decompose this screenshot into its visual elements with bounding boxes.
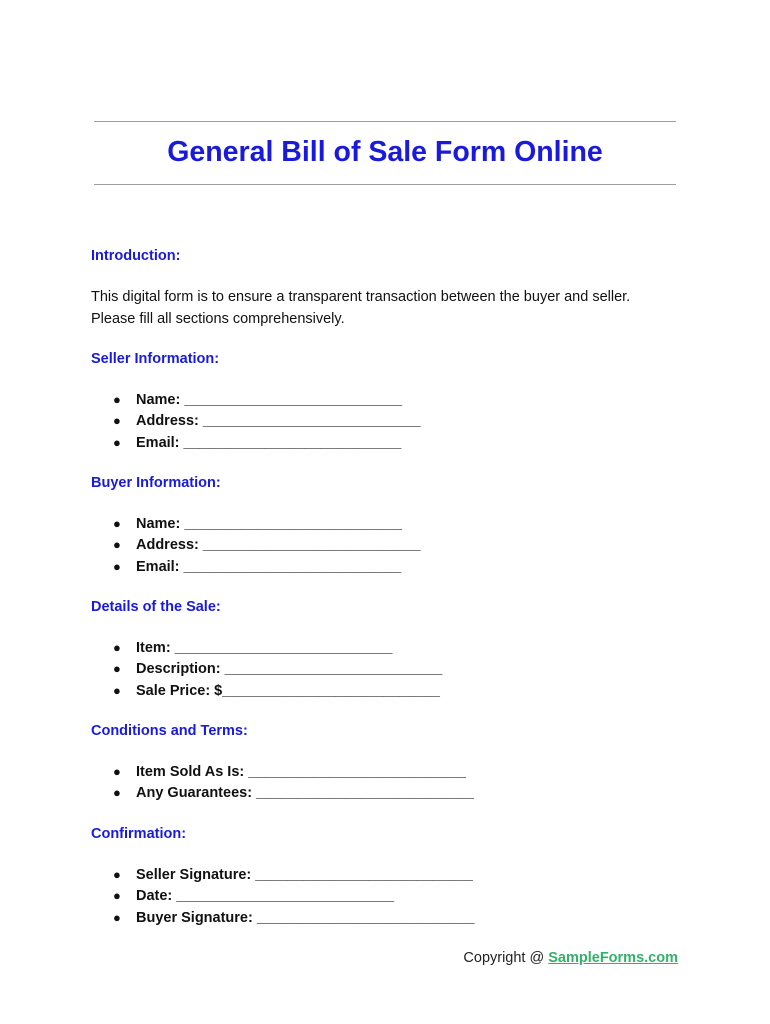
- buyer-list: [113, 513, 421, 577]
- sale-item-field[interactable]: ● Item: ___________________________: [113, 637, 442, 658]
- seller-heading: Seller Information:: [91, 351, 220, 367]
- bullet-icon: ●: [113, 516, 121, 531]
- seller-email-field[interactable]: ● Email: ___________________________: [113, 432, 421, 453]
- copyright-footer: [463, 950, 678, 966]
- bullet-icon: ●: [113, 640, 121, 655]
- introduction-text: [91, 287, 630, 330]
- confirmation-heading: Confirmation:: [91, 826, 187, 842]
- sale-price-field[interactable]: ● Sale Price: $___________________________: [113, 680, 442, 701]
- item-sold-as-is-field[interactable]: ● Item Sold As Is: ___________________________: [113, 761, 474, 782]
- sale-description-field[interactable]: ● Description: ___________________________: [113, 658, 442, 679]
- bullet-icon: ●: [113, 392, 121, 407]
- confirmation-list: [113, 864, 475, 928]
- bullet-icon: ●: [113, 558, 121, 574]
- sale-heading: Details of the Sale:: [91, 599, 221, 615]
- any-guarantees-field[interactable]: ● Any Guarantees: ___________________________: [113, 782, 474, 803]
- bullet-icon: ●: [113, 764, 121, 779]
- introduction-line-2: Please fill all sections comprehensively.: [91, 310, 345, 327]
- seller-name-field[interactable]: ● Name: ___________________________: [113, 389, 421, 410]
- buyer-signature-field[interactable]: ● Buyer Signature: ___________________________: [113, 907, 475, 928]
- bullet-icon: ●: [113, 434, 121, 450]
- seller-signature-field[interactable]: ● Seller Signature: ___________________________: [113, 864, 475, 885]
- buyer-email-field[interactable]: ● Email: ___________________________: [113, 556, 421, 577]
- bullet-icon: ●: [113, 537, 121, 553]
- buyer-name-field[interactable]: ● Name: ___________________________: [113, 513, 421, 534]
- buyer-address-field[interactable]: ● Address: ___________________________: [113, 534, 421, 555]
- bullet-icon: ●: [113, 785, 121, 801]
- seller-address-field[interactable]: ● Address: ___________________________: [113, 410, 421, 431]
- conditions-list: [113, 761, 474, 804]
- bullet-icon: ●: [113, 413, 121, 429]
- bullet-icon: ●: [113, 682, 121, 698]
- sampleforms-link[interactable]: SampleForms.com: [548, 950, 678, 966]
- seller-list: [113, 389, 421, 453]
- bullet-icon: ●: [113, 909, 121, 925]
- bullet-icon: ●: [113, 888, 121, 904]
- introduction-heading: Introduction:: [91, 248, 181, 264]
- conditions-heading: Conditions and Terms:: [91, 723, 248, 739]
- copyright-text: Copyright @: [463, 950, 549, 966]
- introduction-line-1: This digital form is to ensure a transparent transaction between the buyer and seller.: [91, 289, 631, 305]
- title-top-rule: [94, 121, 676, 122]
- bullet-icon: ●: [113, 661, 121, 677]
- sale-list: [113, 637, 442, 701]
- title-bottom-rule: [94, 184, 676, 185]
- buyer-heading: Buyer Information:: [91, 475, 221, 491]
- document-title: General Bill of Sale Form Online: [167, 136, 603, 168]
- date-field[interactable]: ● Date: ___________________________: [113, 885, 475, 906]
- bullet-icon: ●: [113, 867, 121, 882]
